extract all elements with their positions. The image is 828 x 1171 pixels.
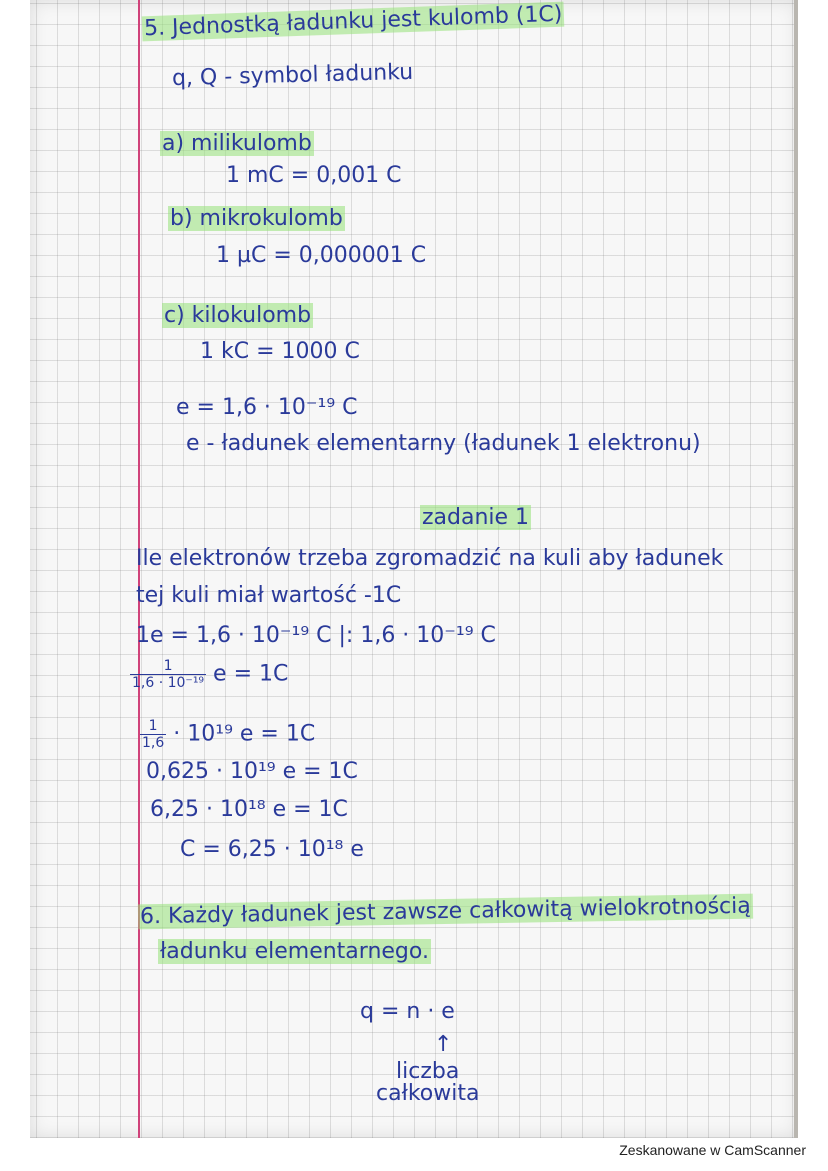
task-question-2: tej kuli miał wartość -1C [136, 583, 402, 608]
task-step-1: 1e = 1,6 · 10⁻¹⁹ C |: 1,6 · 10⁻¹⁹ C [136, 623, 496, 648]
task-step-2: $\frac{1}{\text{1,6 · 10⁻¹⁹}}$ e = 1C [132, 658, 289, 691]
elementary-formula: e = 1,6 · 10⁻¹⁹ C [176, 395, 358, 420]
fraction: $\frac{1}{1,6}$ [142, 718, 165, 751]
unit-b-label: b) mikrokulomb [170, 206, 343, 231]
heading-unit-of-charge: 5. Jednostką ładunku jest kulomb (1C) [143, 1, 563, 42]
symbol-line: q, Q - symbol ładunku [171, 59, 414, 92]
point6-line-2: ładunku elementarnego. [160, 939, 429, 964]
point6-formula: q = n · e [360, 999, 455, 1024]
note-liczba: liczba [396, 1059, 460, 1084]
unit-b-formula: 1 µC = 0,000001 C [216, 243, 427, 268]
unit-c-formula: 1 kC = 1000 C [200, 339, 360, 364]
elementary-description: e - ładunek elementarny (ładunek 1 elektronu) [186, 431, 701, 456]
unit-c-label: c) kilokulomb [164, 303, 312, 328]
task-question-1: Ile elektronów trzeba zgromadzić na kuli aby ładunek [136, 546, 724, 571]
note-calkowita: całkowita [376, 1081, 480, 1106]
task-step-3: $\frac{1}{1,6}$ · 10¹⁹ e = 1C [142, 718, 316, 751]
task-step-4: 0,625 · 10¹⁹ e = 1C [146, 759, 358, 784]
point6-line-1: 6. Każdy ładunek jest zawsze całkowitą wielokrotnością [139, 893, 751, 930]
task-step-5: 6,25 · 10¹⁸ e = 1C [150, 797, 348, 822]
arrow-up-icon: ↑ [434, 1032, 453, 1057]
page-edge [794, 0, 798, 1138]
fraction: $\frac{1}{\text{1,6 · 10⁻¹⁹}}$ [132, 658, 205, 691]
unit-a-formula: 1 mC = 0,001 C [226, 163, 402, 188]
task-step-6: C = 6,25 · 10¹⁸ e [180, 837, 364, 862]
unit-a-label: a) milikulomb [162, 131, 312, 156]
task-heading: zadanie 1 [422, 505, 530, 530]
camscanner-footer: Zeskanowane w CamScanner [619, 1142, 806, 1158]
